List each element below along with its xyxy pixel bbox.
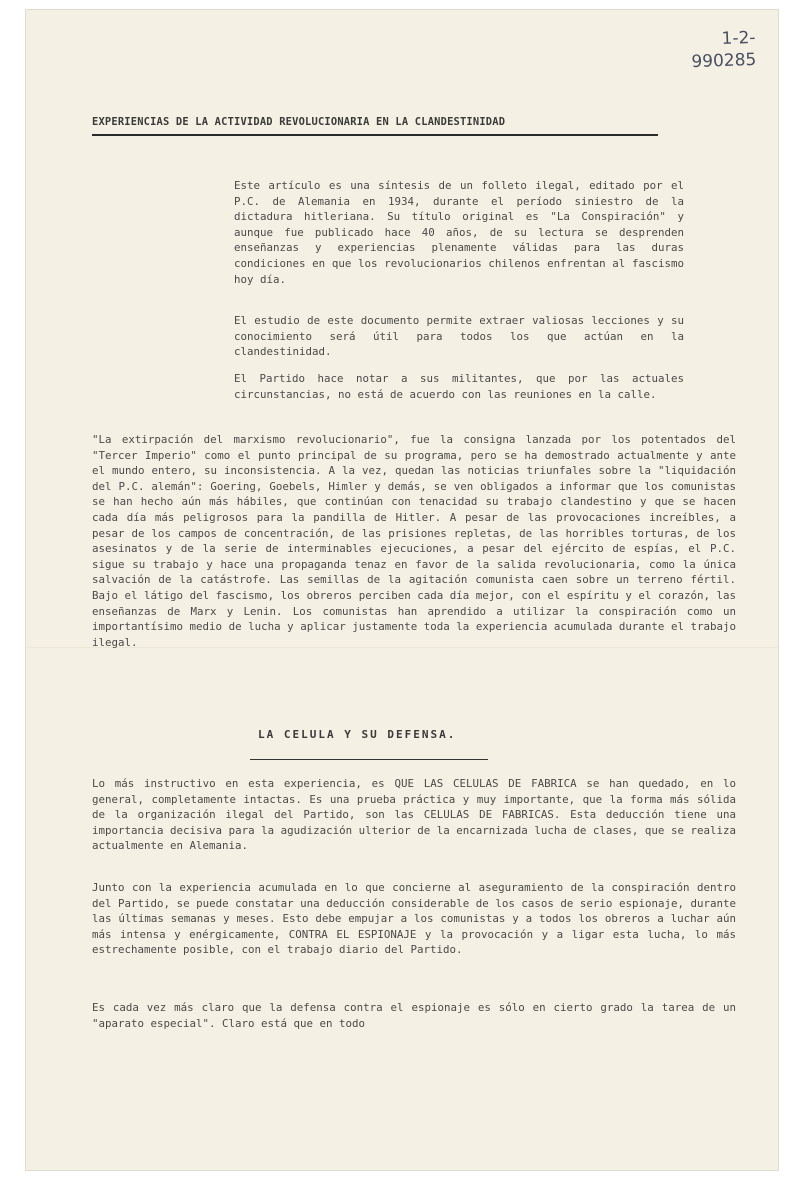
section-heading: LA CELULA Y SU DEFENSA.	[258, 728, 457, 741]
handwritten-annotation	[690, 27, 756, 73]
document-title: EXPERIENCIAS DE LA ACTIVIDAD REVOLUCIONARIA EN LA CLANDESTINIDAD	[92, 116, 658, 136]
body-paragraph-main: "La extirpación del marxismo revolucionario", fue la consigna lanzada por los potentados del "Tercer Imperio" como el punto principal de su programa, pero se ha demostrado actualmente y ante el mundo entero, su inconsistencia. A la vez, quedan las noticias triunfales sobre la "liquidación del P.C. alemán": Goering, Goebels, Himler y demás, se ven obligados a informar que los comunistas se han hecho aún más hábiles, que continúan con tenacidad su trabajo clandestino y que se hacen cada día más peligrosos para la pandilla de Hitler. A pesar de las provocaciones increíbles, a pesar de los campos de concentración, de las prisiones repletas, de las horribles torturas, de los asesinatos y de la serie de interminables ejecuciones, a pesar del ejército de espías, el P.C. sigue su trabajo y hace una propaganda tenaz en favor de la salida revolucionaria, como la única salvación de la catástrofe. Las semillas de la agitación comunista caen sobre un terreno fértil. Bajo el látigo del fascismo, los obreros perciben cada día mejor, con el espíritu y el corazón, las enseñanzas de Marx y Lenin. Los comunistas han aprendido a utilizar la conspiración como un importantísimo medio de lucha y aplicar justamente toda la experiencia acumulada durante el trabajo ilegal.	[92, 433, 736, 649]
intro-paragraph-3: El Partido hace notar a sus militantes, que por las actuales circunstancias, no está de acuerdo con las reuniones en la calle.	[234, 372, 684, 401]
body-paragraph-4: Es cada vez más claro que la defensa contra el espionaje es sólo en cierto grado la tarea de un "aparato especial". Claro está que en todo	[92, 1001, 736, 1030]
intro-paragraph-1: Este artículo es una síntesis de un folleto ilegal, editado por el P.C. de Alemania en 1934, durante el período siniestro de la dictadura hitleriana. Su título original es "La Conspiración" y aunque fue publicado hace 40 años, de su lectura se desprenden enseñanzas y experiencias plenamente válidas para las duras condiciones en que los revolucionarios chilenos enfrentan al fascismo hoy día.	[234, 179, 684, 286]
body-paragraph-3: Junto con la experiencia acumulada en lo que concierne al aseguramiento de la conspiración dentro del Partido, se puede constatar una deducción considerable de los casos de serio espionaje, durante las últimas semanas y meses. Esto debe empujar a los comunistas y a todos los obreros a luchar aún más intensa y enérgicamente, CONTRA EL ESPIONAJE y la provocación y a ligar esta lucha, lo más estrechamente posible, con el trabajo diario del Partido.	[92, 881, 736, 957]
annotation-line-2: 990285	[691, 49, 757, 73]
section-heading-underline	[250, 759, 488, 760]
intro-paragraph-2: El estudio de este documento permite extraer valiosas lecciones y su conocimiento será útil para todos los que actúan en la clandestinidad.	[234, 314, 684, 359]
body-paragraph-2: Lo más instructivo en esta experiencia, es QUE LAS CELULAS DE FABRICA se han quedado, en lo general, completamente intactas. Es una prueba práctica y muy importante, que la forma más sólida de la organización ilegal del Partido, son las CELULAS DE FABRICAS. Esta deducción tiene una importancia decisiva para la agudización ulterior de la encarnizada lucha de clases, que se realiza actualmente en Alemania.	[92, 777, 736, 853]
annotation-line-1: 1-2-	[721, 27, 756, 50]
